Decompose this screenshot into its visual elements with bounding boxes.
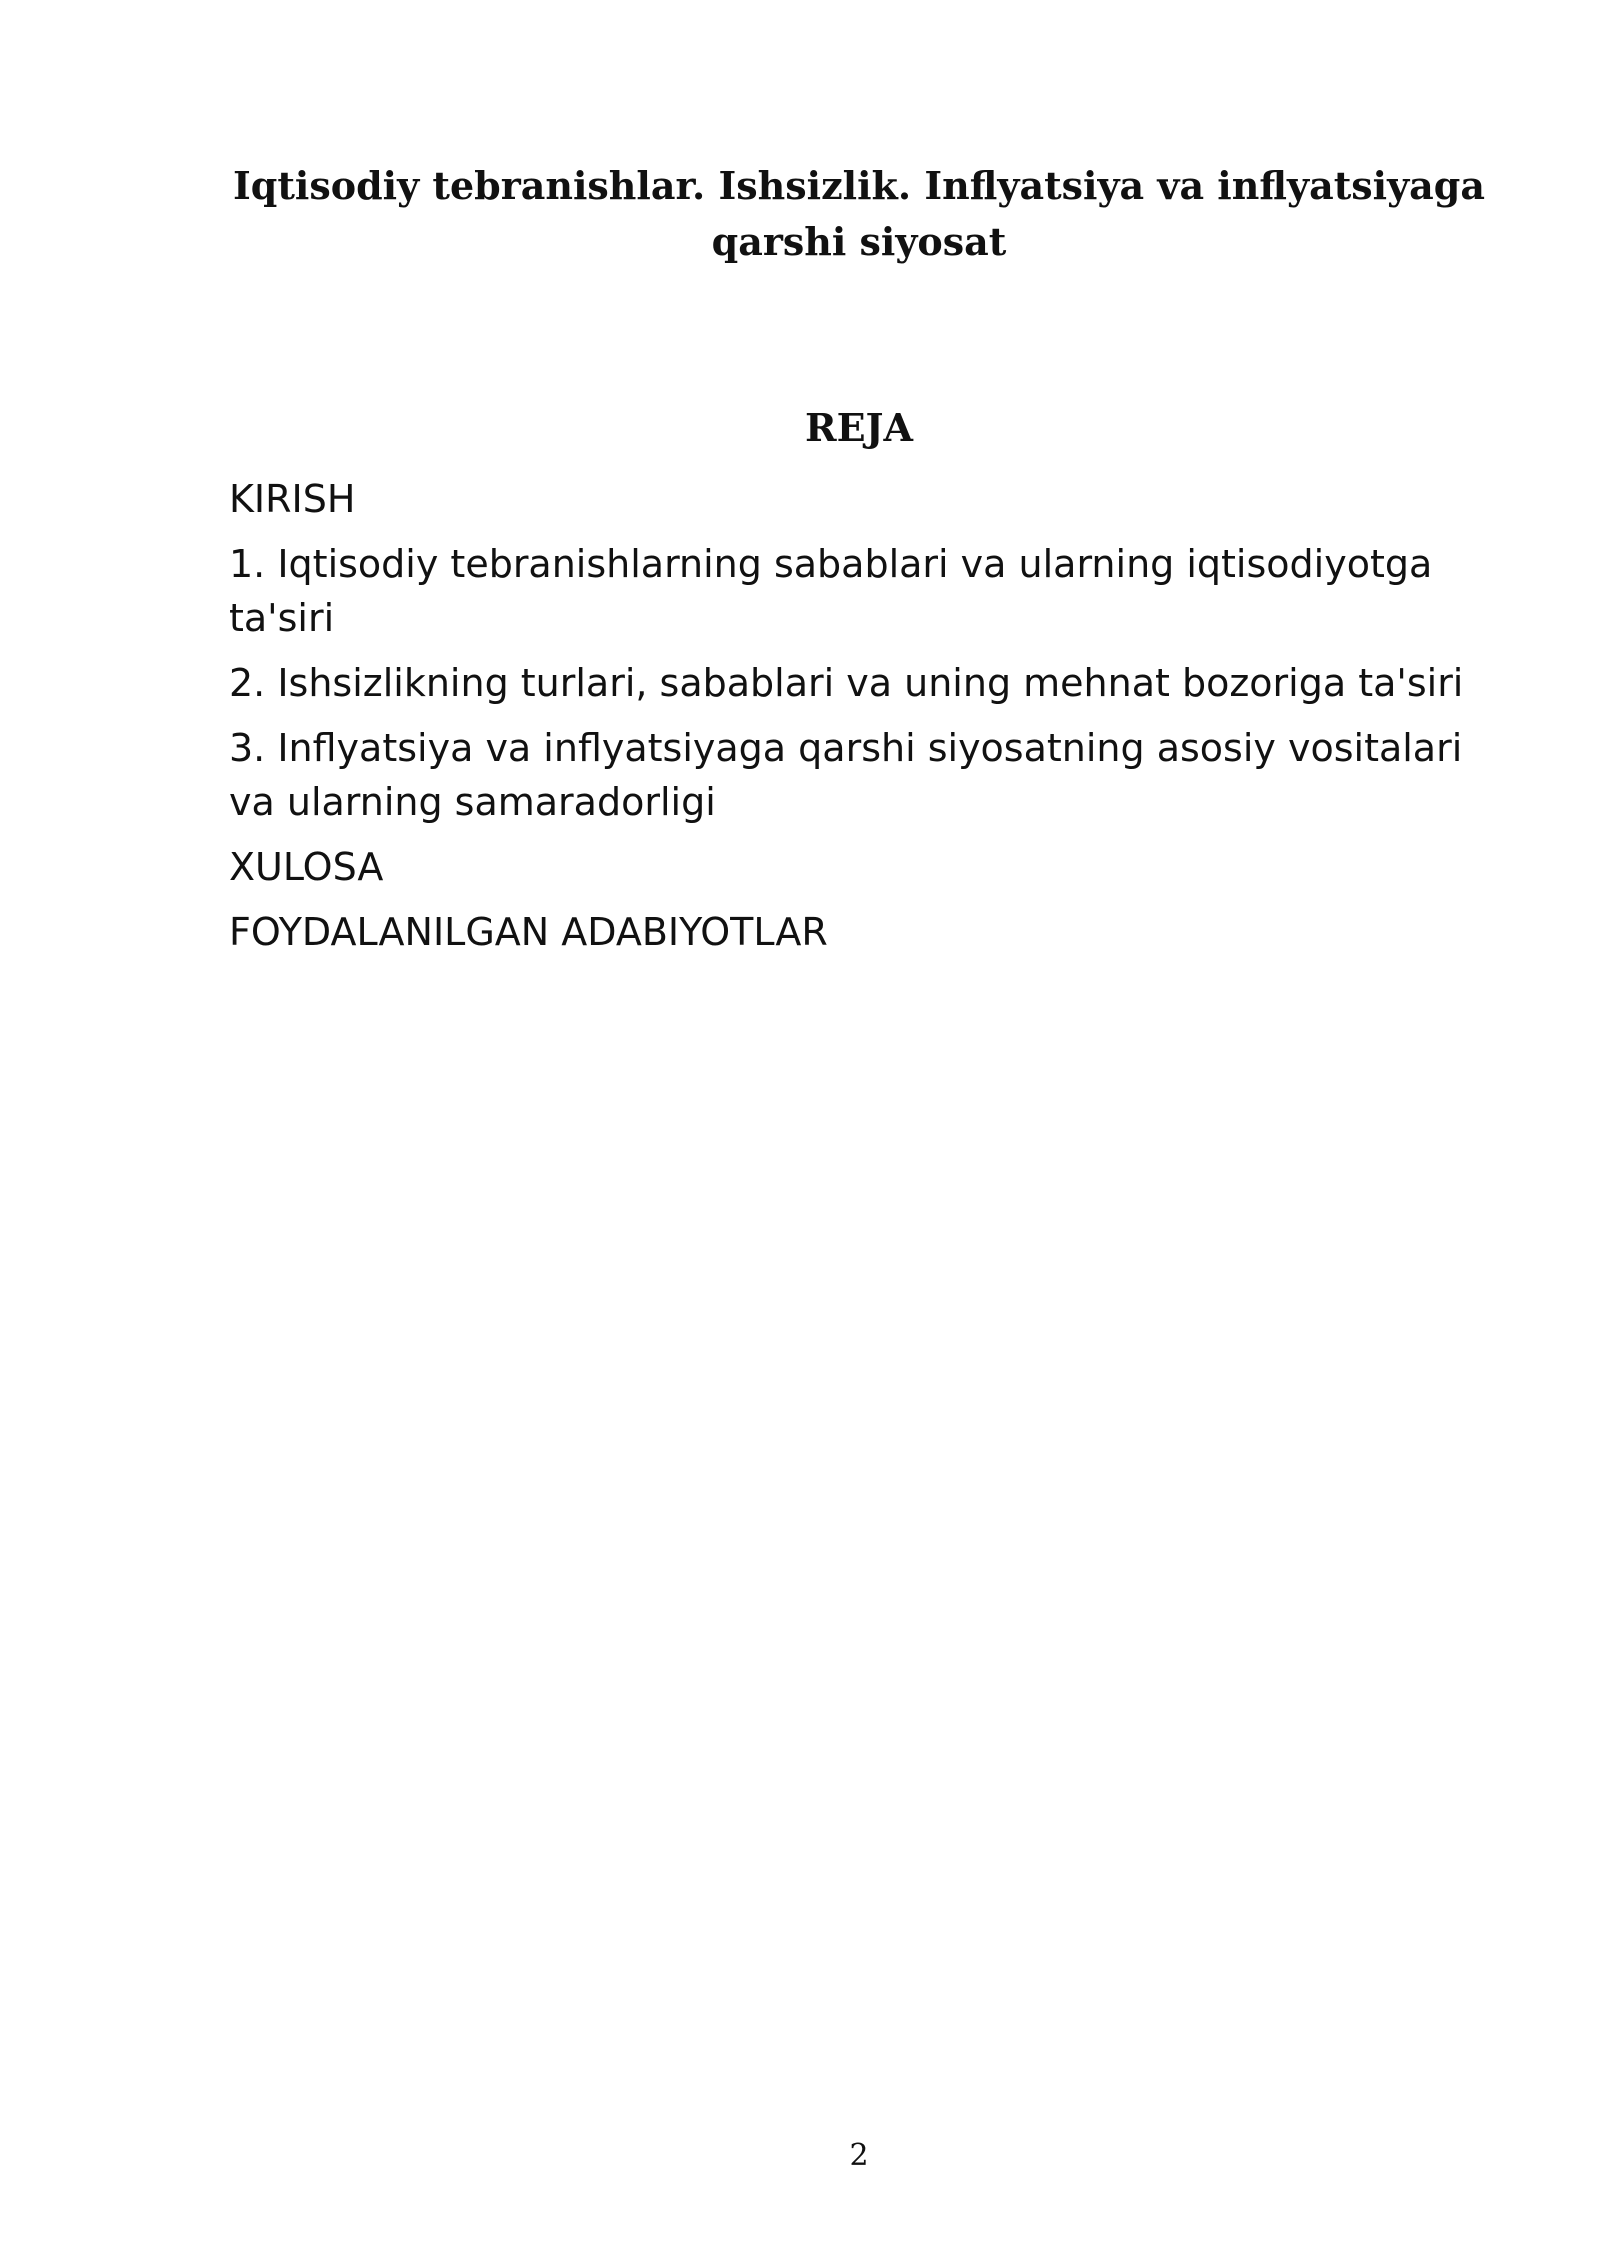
page-number: 2 <box>849 2138 869 2173</box>
plan-item-conclusion: XULOSA <box>229 845 384 889</box>
plan-item-2: 2. Ishsizlikning turlari, sabablari va uning mehnat bozoriga ta'siri <box>229 661 1464 705</box>
plan-item-1: 1. Iqtisodiy tebranishlarning sabablari va ularning iqtisodiyotga ta'siri <box>229 542 1433 640</box>
document-title-line-2: qarshi siyosat <box>711 219 1007 264</box>
plan-item-references: FOYDALANILGAN ADABIYOTLAR <box>229 910 828 954</box>
document-title <box>228 158 1490 270</box>
document-title-line-1: Iqtisodiy tebranishlar. Ishsizlik. Inflyatsiya va inflyatsiyaga <box>233 163 1485 208</box>
plan-item-introduction: KIRISH <box>229 477 356 521</box>
plan-heading: REJA <box>804 405 913 450</box>
plan-list <box>229 472 1519 970</box>
plan-item-3: 3. Inflyatsiya va inflyatsiyaga qarshi siyosatning asosiy vositalari va ularning samaradorligi <box>229 726 1463 824</box>
